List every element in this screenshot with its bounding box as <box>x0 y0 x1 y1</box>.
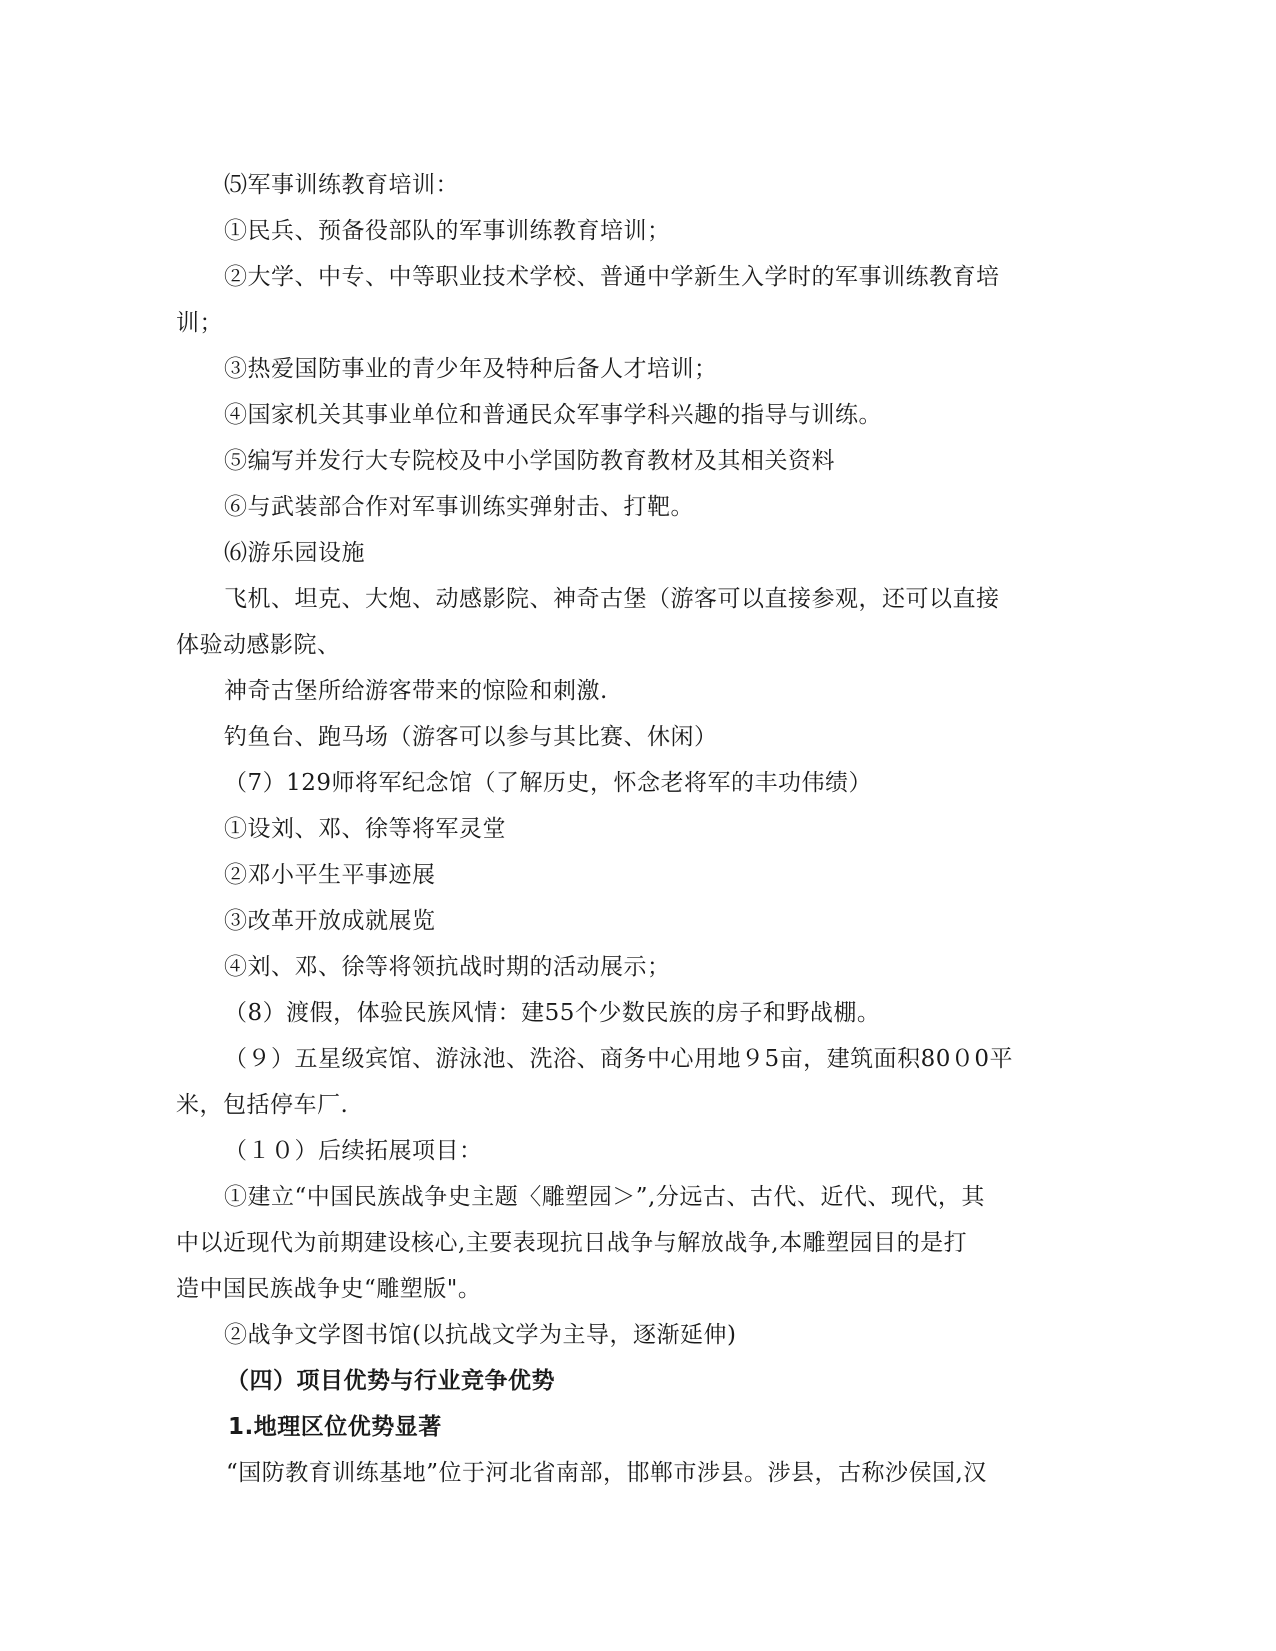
subsection-1-paragraph: “国防教育训练基地”位于河北省南部，邯郸市涉县。涉县，古称沙侯国,汉 <box>226 1460 987 1486</box>
item-10-point-1-continued: 中以近现代为前期建设核心,主要表现抗日战争与解放战争,本雕塑园目的是打 <box>176 1230 968 1256</box>
item-8-paragraph: （8）渡假，体验民族风情：建55个少数民族的房子和野战棚。 <box>224 1000 881 1026</box>
item-9-paragraph-continued: 米，包括停车厂. <box>176 1092 349 1118</box>
item-10-heading: （１０）后续拓展项目： <box>224 1138 483 1164</box>
item-5-point-6: ⑥与武装部合作对军事训练实弹射击、打靶。 <box>224 494 694 520</box>
item-10-point-1: ①建立“中国民族战争史主题〈雕塑园＞”,分远古、古代、近代、现代，其 <box>224 1184 985 1210</box>
item-7-point-4: ④刘、邓、徐等将领抗战时期的活动展示； <box>224 954 671 980</box>
subsection-1-heading: 1.地理区位优势显著 <box>228 1414 442 1440</box>
item-5-point-1: ①民兵、预备役部队的军事训练教育培训； <box>224 218 671 244</box>
item-6-heading: ⑹游乐园设施 <box>224 540 365 566</box>
item-9-paragraph: （９）五星级宾馆、游泳池、洗浴、商务中心用地９5亩，建筑面积80０0平 <box>224 1046 1014 1072</box>
item-6-paragraph-3: 钓鱼台、跑马场（游客可以参与其比赛、休闲） <box>224 724 718 750</box>
item-7-point-1: ①设刘、邓、徐等将军灵堂 <box>224 816 506 842</box>
item-7-point-3: ③改革开放成就展览 <box>224 908 436 934</box>
item-5-point-4: ④国家机关其事业单位和普通民众军事学科兴趣的指导与训练。 <box>224 402 882 428</box>
item-5-point-3: ③热爱国防事业的青少年及特种后备人才培训； <box>224 356 718 382</box>
item-7-point-2: ②邓小平生平事迹展 <box>224 862 436 888</box>
item-5-point-2-continued: 训； <box>176 310 223 336</box>
item-5-point-5: ⑤编写并发行大专院校及中小学国防教育教材及其相关资料 <box>224 448 835 474</box>
item-6-paragraph-2: 神奇古堡所给游客带来的惊险和刺激. <box>224 678 608 704</box>
section-4-heading: （四）项目优势与行业竞争优势 <box>226 1368 555 1394</box>
item-10-point-2: ②战争文学图书馆(以抗战文学为主导，逐渐延伸) <box>224 1322 737 1348</box>
item-6-paragraph-continued: 体验动感影院、 <box>176 632 341 658</box>
item-10-point-1-continued-2: 造中国民族战争史“雕塑版"。 <box>176 1276 482 1302</box>
item-7-heading: （7）129师将军纪念馆（了解历史，怀念老将军的丰功伟绩） <box>224 770 873 796</box>
item-6-paragraph: 飞机、坦克、大炮、动感影院、神奇古堡（游客可以直接参观，还可以直接 <box>224 586 1000 612</box>
item-5-point-2: ②大学、中专、中等职业技术学校、普通中学新生入学时的军事训练教育培 <box>224 264 1000 290</box>
item-5-heading: ⑸军事训练教育培训： <box>224 172 459 198</box>
